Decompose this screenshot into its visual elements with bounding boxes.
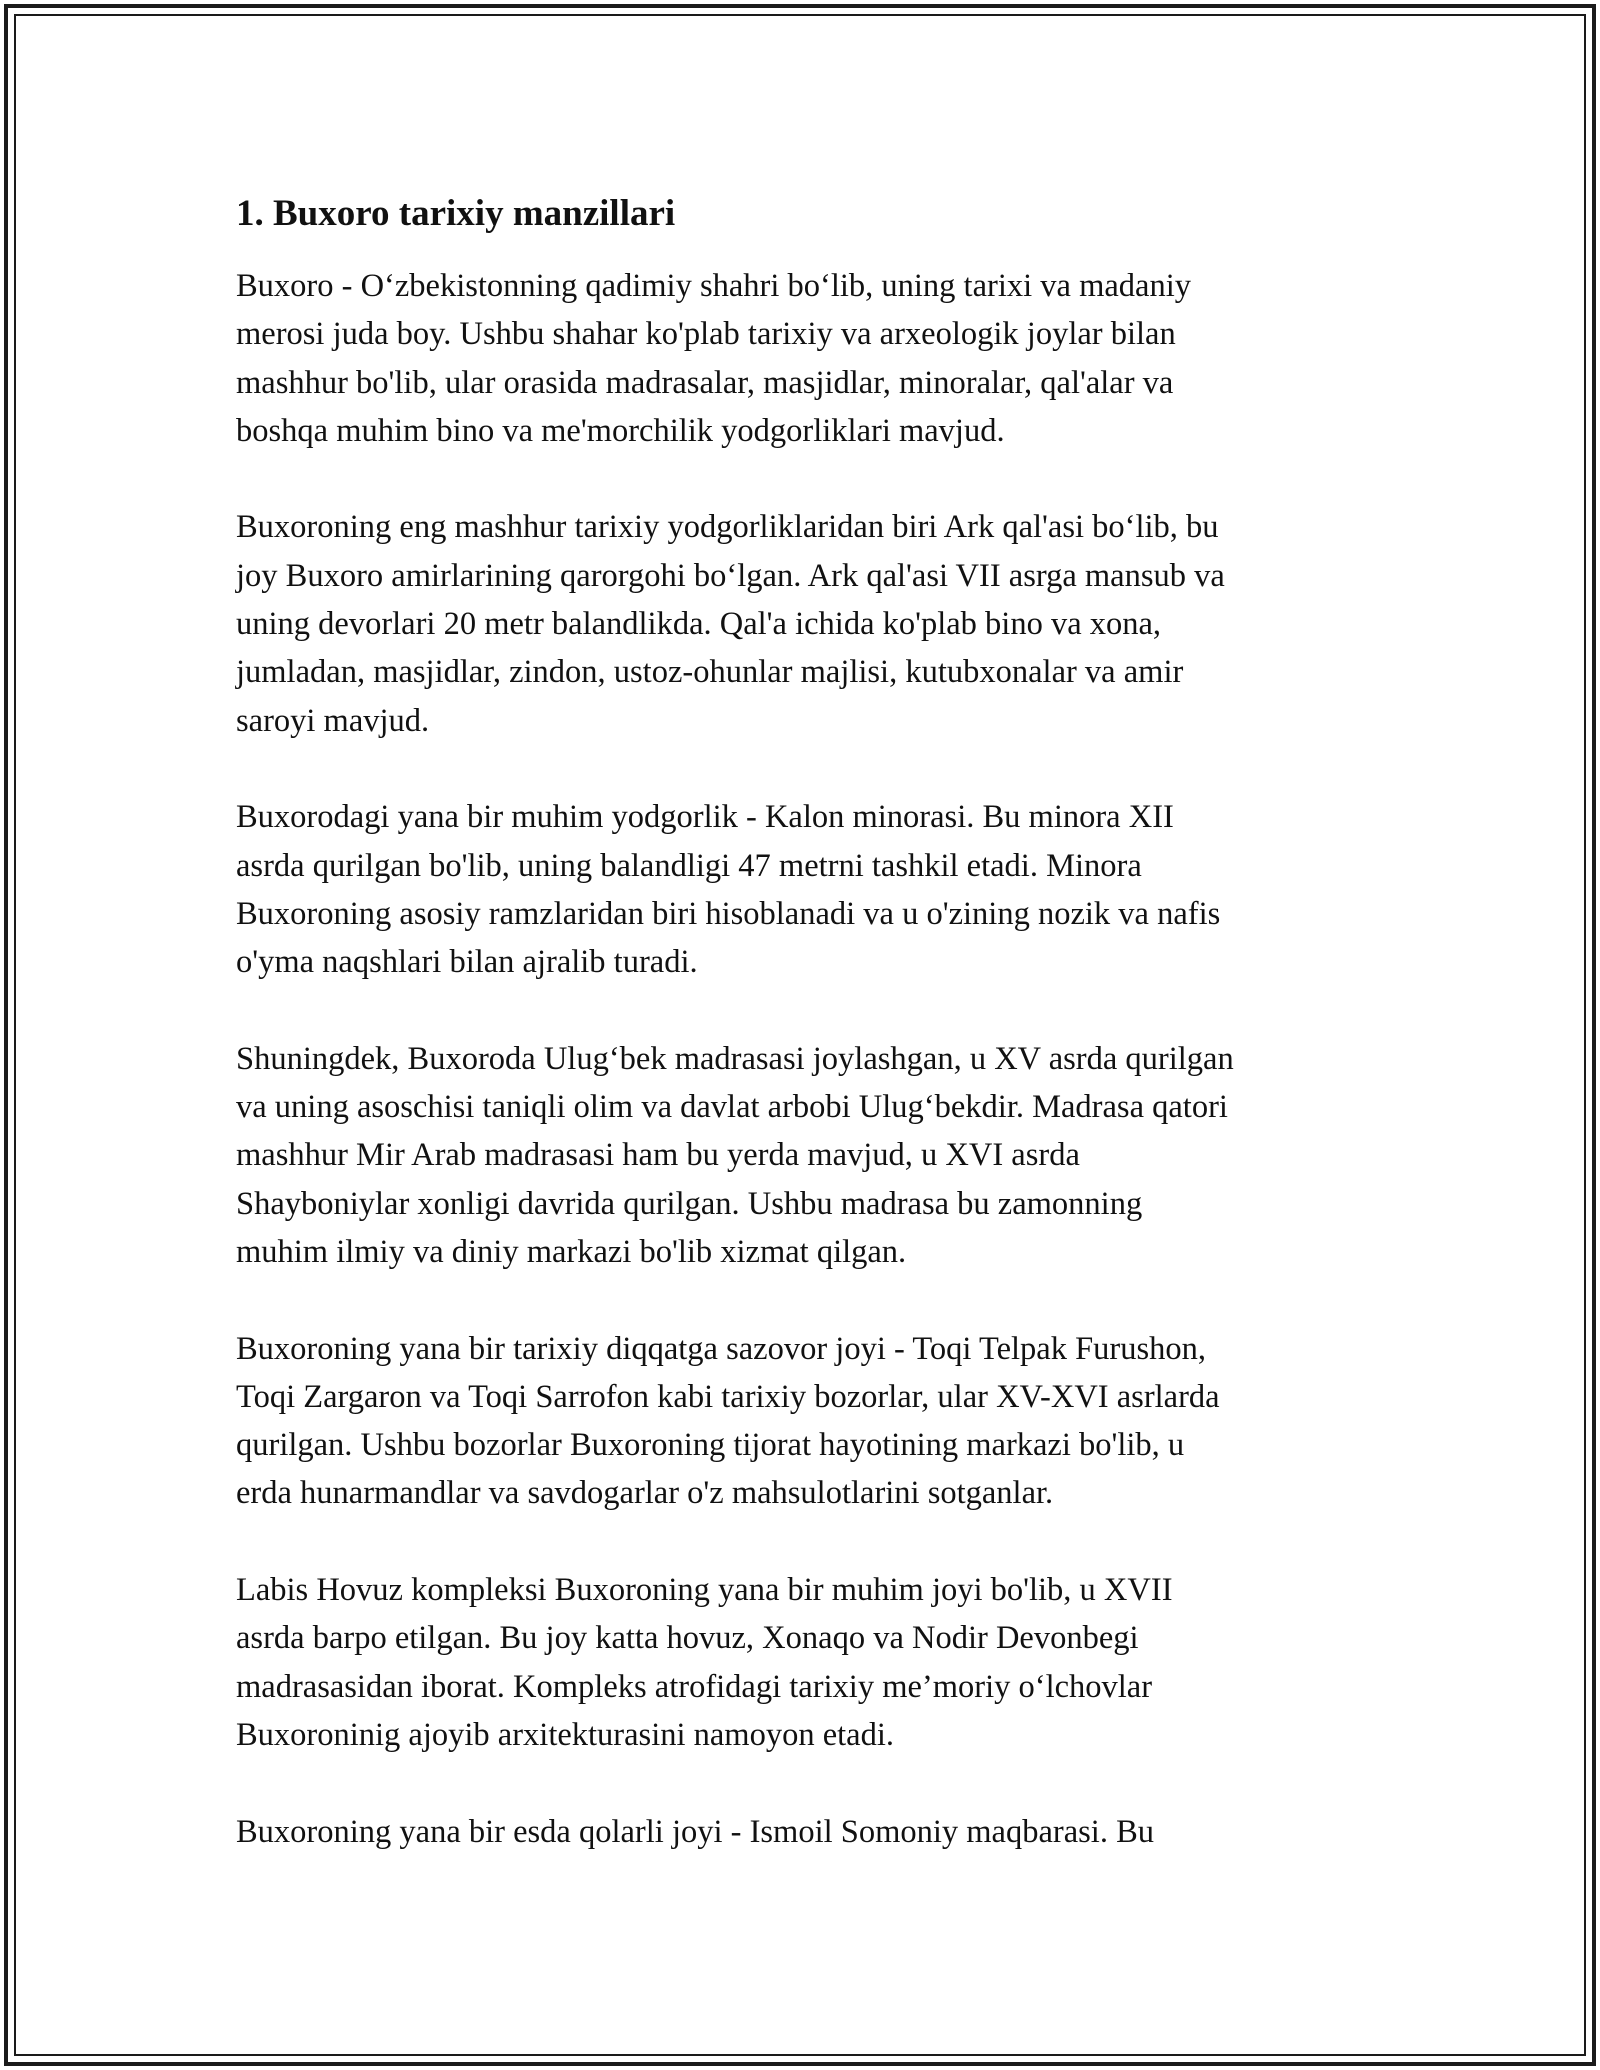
text-line: uning devorlari 20 metr balandlikda. Qal'a ichida ko'plab bino va xona,	[236, 606, 1162, 643]
text-line: Buxorodagi yana bir muhim yodgorlik - Kalon minorasi. Bu minora XII	[236, 799, 1174, 836]
text-line: mashhur bo'lib, ular orasida madrasalar, masjidlar, minoralar, qal'alar va	[236, 364, 1174, 401]
paragraph-samanid-mausoleum	[236, 1808, 1366, 1856]
text-line: qurilgan. Ushbu bozorlar Buxoroning tijorat hayotining markazi bo'lib, u	[236, 1427, 1185, 1464]
text-line: asrda barpo etilgan. Bu joy katta hovuz, Xonaqo va Nodir Devonbegi	[236, 1620, 1139, 1657]
text-line: Buxoroninig ajoyib arxitekturasini namoyon etadi.	[236, 1716, 894, 1753]
text-line: Labis Hovuz kompleksi Buxoroning yana bir muhim joyi bo'lib, u XVII	[236, 1572, 1173, 1609]
text-line: madrasasidan iborat. Kompleks atrofidagi tarixiy me’moriy o‘lchovlar	[236, 1668, 1153, 1705]
text-line: asrda qurilgan bo'lib, uning balandligi 47 metrni tashkil etadi. Minora	[236, 847, 1142, 884]
text-line: Buxoroning asosiy ramzlaridan biri hisoblanadi va u o'zining nozik va nafis	[236, 895, 1221, 932]
text-line: boshqa muhim bino va me'morchilik yodgorliklari mavjud.	[236, 412, 1005, 449]
text-line: joy Buxoro amirlarining qarorgohi bo‘lgan. Ark qal'asi VII asrga mansub va	[236, 557, 1225, 594]
section-heading: 1. Buxoro tarixiy manzillari	[236, 193, 676, 234]
text-line: Buxoroning eng mashhur tarixiy yodgorliklaridan biri Ark qal'asi bo‘lib, bu	[236, 509, 1219, 546]
text-line: Toqi Zargaron va Toqi Sarrofon kabi tarixiy bozorlar, ular XV-XVI asrlarda	[236, 1378, 1220, 1415]
text-line: va uning asoschisi taniqli olim va davlat arbobi Ulug‘bekdir. Madrasa qatori	[236, 1089, 1228, 1126]
paragraph-bazaars	[236, 1325, 1366, 1518]
text-line: merosi juda boy. Ushbu shahar ko'plab tarixiy va arxeologik joylar bilan	[236, 316, 1176, 353]
text-line: saroyi mavjud.	[236, 702, 430, 739]
text-line: Buxoroning yana bir tarixiy diqqatga sazovor joyi - Toqi Telpak Furushon,	[236, 1330, 1207, 1367]
document-body	[236, 190, 1366, 1904]
text-line: muhim ilmiy va diniy markazi bo'lib xizmat qilgan.	[236, 1233, 907, 1270]
text-line: Buxoro - O‘zbekistonning qadimiy shahri bo‘lib, uning tarixi va madaniy	[236, 268, 1191, 304]
text-line: erda hunarmandlar va savdogarlar o'z mahsulotlarini sotganlar.	[236, 1475, 1054, 1512]
paragraph-ark-fortress	[236, 503, 1366, 744]
text-line: jumladan, masjidlar, zindon, ustoz-ohunlar majlisi, kutubxonalar va amir	[236, 654, 1184, 691]
text-line: Shuningdek, Buxoroda Ulug‘bek madrasasi joylashgan, u XV asrda qurilgan	[236, 1040, 1234, 1077]
text-line: Buxoroning yana bir esda qolarli joyi - Ismoil Somoniy maqbarasi. Bu	[236, 1813, 1154, 1850]
text-line: o'yma naqshlari bilan ajralib turadi.	[236, 944, 698, 981]
paragraph-intro	[236, 262, 1366, 455]
text-line: Shayboniylar xonligi davrida qurilgan. Ushbu madrasa bu zamonning	[236, 1185, 1143, 1222]
paragraph-madrasas	[236, 1035, 1366, 1276]
paragraph-kalon-minaret	[236, 793, 1366, 986]
text-line: mashhur Mir Arab madrasasi ham bu yerda mavjud, u XVI asrda	[236, 1137, 1080, 1174]
paragraph-labi-hovuz	[236, 1566, 1366, 1759]
